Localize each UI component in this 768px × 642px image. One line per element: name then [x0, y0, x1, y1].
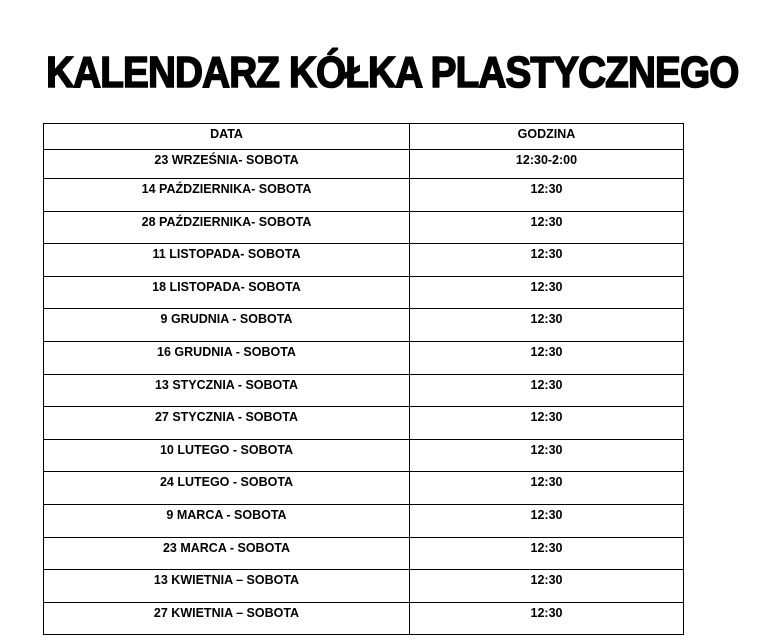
time-cell: 12:30: [410, 179, 684, 212]
table-row: [44, 309, 684, 342]
table-row: [44, 602, 684, 635]
table-row: [44, 276, 684, 309]
table-row: [44, 179, 684, 212]
table-row: [44, 570, 684, 603]
time-cell: 12:30: [410, 537, 684, 570]
date-cell: 13 STYCZNIA - SOBOTA: [44, 374, 410, 407]
time-cell: 12:30: [410, 309, 684, 342]
table-row: [44, 374, 684, 407]
date-cell: 13 KWIETNIA – SOBOTA: [44, 570, 410, 603]
date-cell: 16 GRUDNIA - SOBOTA: [44, 341, 410, 374]
time-cell: 12:30: [410, 244, 684, 277]
table-row: [44, 211, 684, 244]
table-row: [44, 504, 684, 537]
time-cell: 12:30: [410, 472, 684, 505]
time-cell: 12:30-2:00: [410, 150, 684, 179]
date-cell: 23 MARCA - SOBOTA: [44, 537, 410, 570]
time-cell: 12:30: [410, 504, 684, 537]
date-cell: 9 MARCA - SOBOTA: [44, 504, 410, 537]
time-cell: 12:30: [410, 341, 684, 374]
table-row: [44, 244, 684, 277]
table-header-row: [44, 124, 684, 150]
table-row: [44, 537, 684, 570]
date-cell: 23 WRZEŚNIA- SOBOTA: [44, 150, 410, 179]
date-cell: 24 LUTEGO - SOBOTA: [44, 472, 410, 505]
date-cell: 27 STYCZNIA - SOBOTA: [44, 407, 410, 440]
time-cell: 12:30: [410, 374, 684, 407]
page-title: KALENDARZ KÓŁKA PLASTYCZNEGO: [46, 48, 739, 98]
table-row: [44, 439, 684, 472]
date-cell: 18 LISTOPADA- SOBOTA: [44, 276, 410, 309]
date-cell: 10 LUTEGO - SOBOTA: [44, 439, 410, 472]
table-body: [44, 150, 684, 635]
table-row: [44, 341, 684, 374]
column-header-time: GODZINA: [410, 124, 684, 150]
date-cell: 11 LISTOPADA- SOBOTA: [44, 244, 410, 277]
date-cell: 14 PAŹDZIERNIKA- SOBOTA: [44, 179, 410, 212]
time-cell: 12:30: [410, 407, 684, 440]
schedule-table: [43, 123, 684, 635]
column-header-date: DATA: [44, 124, 410, 150]
table-row: [44, 407, 684, 440]
time-cell: 12:30: [410, 276, 684, 309]
date-cell: 9 GRUDNIA - SOBOTA: [44, 309, 410, 342]
time-cell: 12:30: [410, 570, 684, 603]
time-cell: 12:30: [410, 211, 684, 244]
date-cell: 27 KWIETNIA – SOBOTA: [44, 602, 410, 635]
table-row: [44, 150, 684, 179]
time-cell: 12:30: [410, 439, 684, 472]
time-cell: 12:30: [410, 602, 684, 635]
table-row: [44, 472, 684, 505]
date-cell: 28 PAŹDZIERNIKA- SOBOTA: [44, 211, 410, 244]
